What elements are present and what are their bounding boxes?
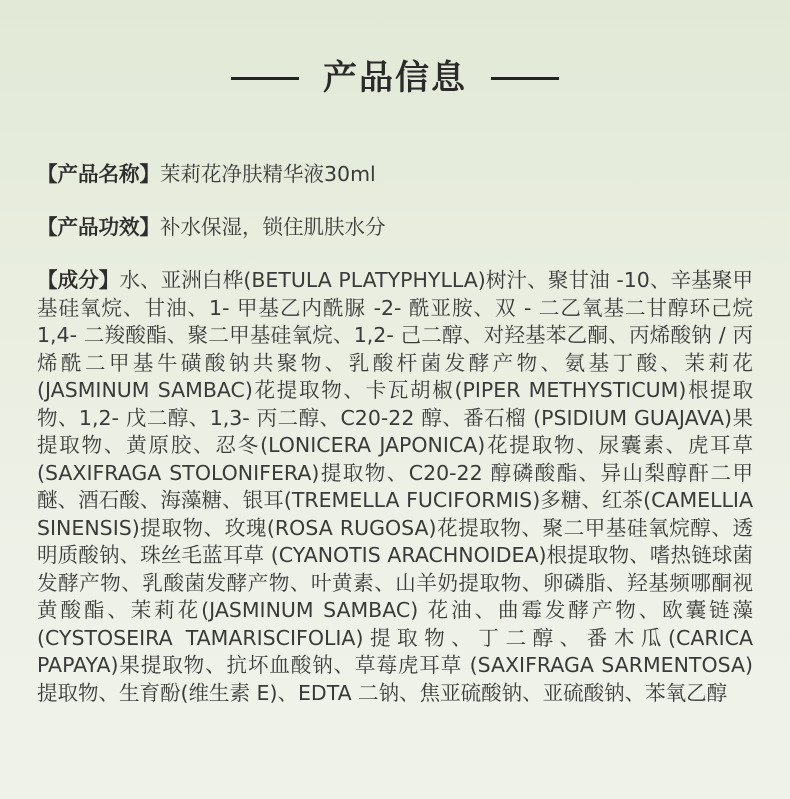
page-title: 产品信息	[323, 58, 467, 98]
product-effect-value: 补水保湿，锁住肌肤水分	[160, 215, 386, 239]
product-name-value: 茉莉花净肤精华液30ml	[160, 162, 376, 186]
product-effect-row	[37, 214, 753, 242]
product-effect-label: 【产品功效】	[37, 215, 160, 239]
header-right-rule	[491, 77, 559, 80]
ingredients-label: 【成分】	[37, 268, 120, 292]
ingredients-row	[37, 267, 753, 707]
header-left-rule	[231, 77, 299, 80]
product-name-label: 【产品名称】	[37, 162, 160, 186]
section-header	[0, 53, 790, 103]
ingredients-value: 水、亚洲白桦(BETULA PLATYPHYLLA)树汁、聚甘油 -10、辛基聚甲基硅氧烷、甘油、1- 甲基乙内酰脲 -2- 酰亚胺、双 - 二乙氧基二甘醇环己烷 1,4- 二羧酸酯、聚二甲基硅氧烷、1,2- 己二醇、对羟基苯乙酮、丙烯酸钠 / 丙烯酰二甲基牛磺酸钠共聚物、乳酸杆菌发酵产物、氨基丁酸、茉莉花(JASMINUM SAMBAC)花提取物、卡瓦胡椒(PIPER METHYSTICUM)根提取物、1,2- 戊二醇、1,3- 丙二醇、C20-22 醇、番石榴 (PSIDIUM GUAJAVA)果提取物、黄原胶、忍冬(LONICERA JAPONICA)花提取物、尿囊素、虎耳草(SAXIFRAGA STOLONIFERA)提取物、C20-22 醇磷酸酯、异山梨醇酐二甲醚、酒石酸、海藻糖、银耳(TREMELLA FUCIFORMIS)多糖、红茶(CAMELLIA SINENSIS)提取物、玫瑰(ROSA RUGOSA)花提取物、聚二甲基硅氧烷醇、透明质酸钠、珠丝毛蓝耳草 (CYANOTIS ARACHNOIDEA)根提取物、嗜热链球菌发酵产物、乳酸菌发酵产物、叶黄素、山羊奶提取物、卵磷脂、羟基频哪酮视黄酸酯、茉莉花(JASMINUM SAMBAC) 花油、曲霉发酵产物、欧囊链藻 (CYSTOSEIRA TAMARISCIFOLIA)提取物、丁二醇、番木瓜(CARICA PAPAYA)果提取物、抗坏血酸钠、草莓虎耳草 (SAXIFRAGA SARMENTOSA) 提取物、生育酚(维生素 E)、EDTA 二钠、焦亚硫酸钠、亚硫酸钠、苯氧乙醇	[37, 268, 753, 705]
product-name-row	[37, 161, 753, 189]
